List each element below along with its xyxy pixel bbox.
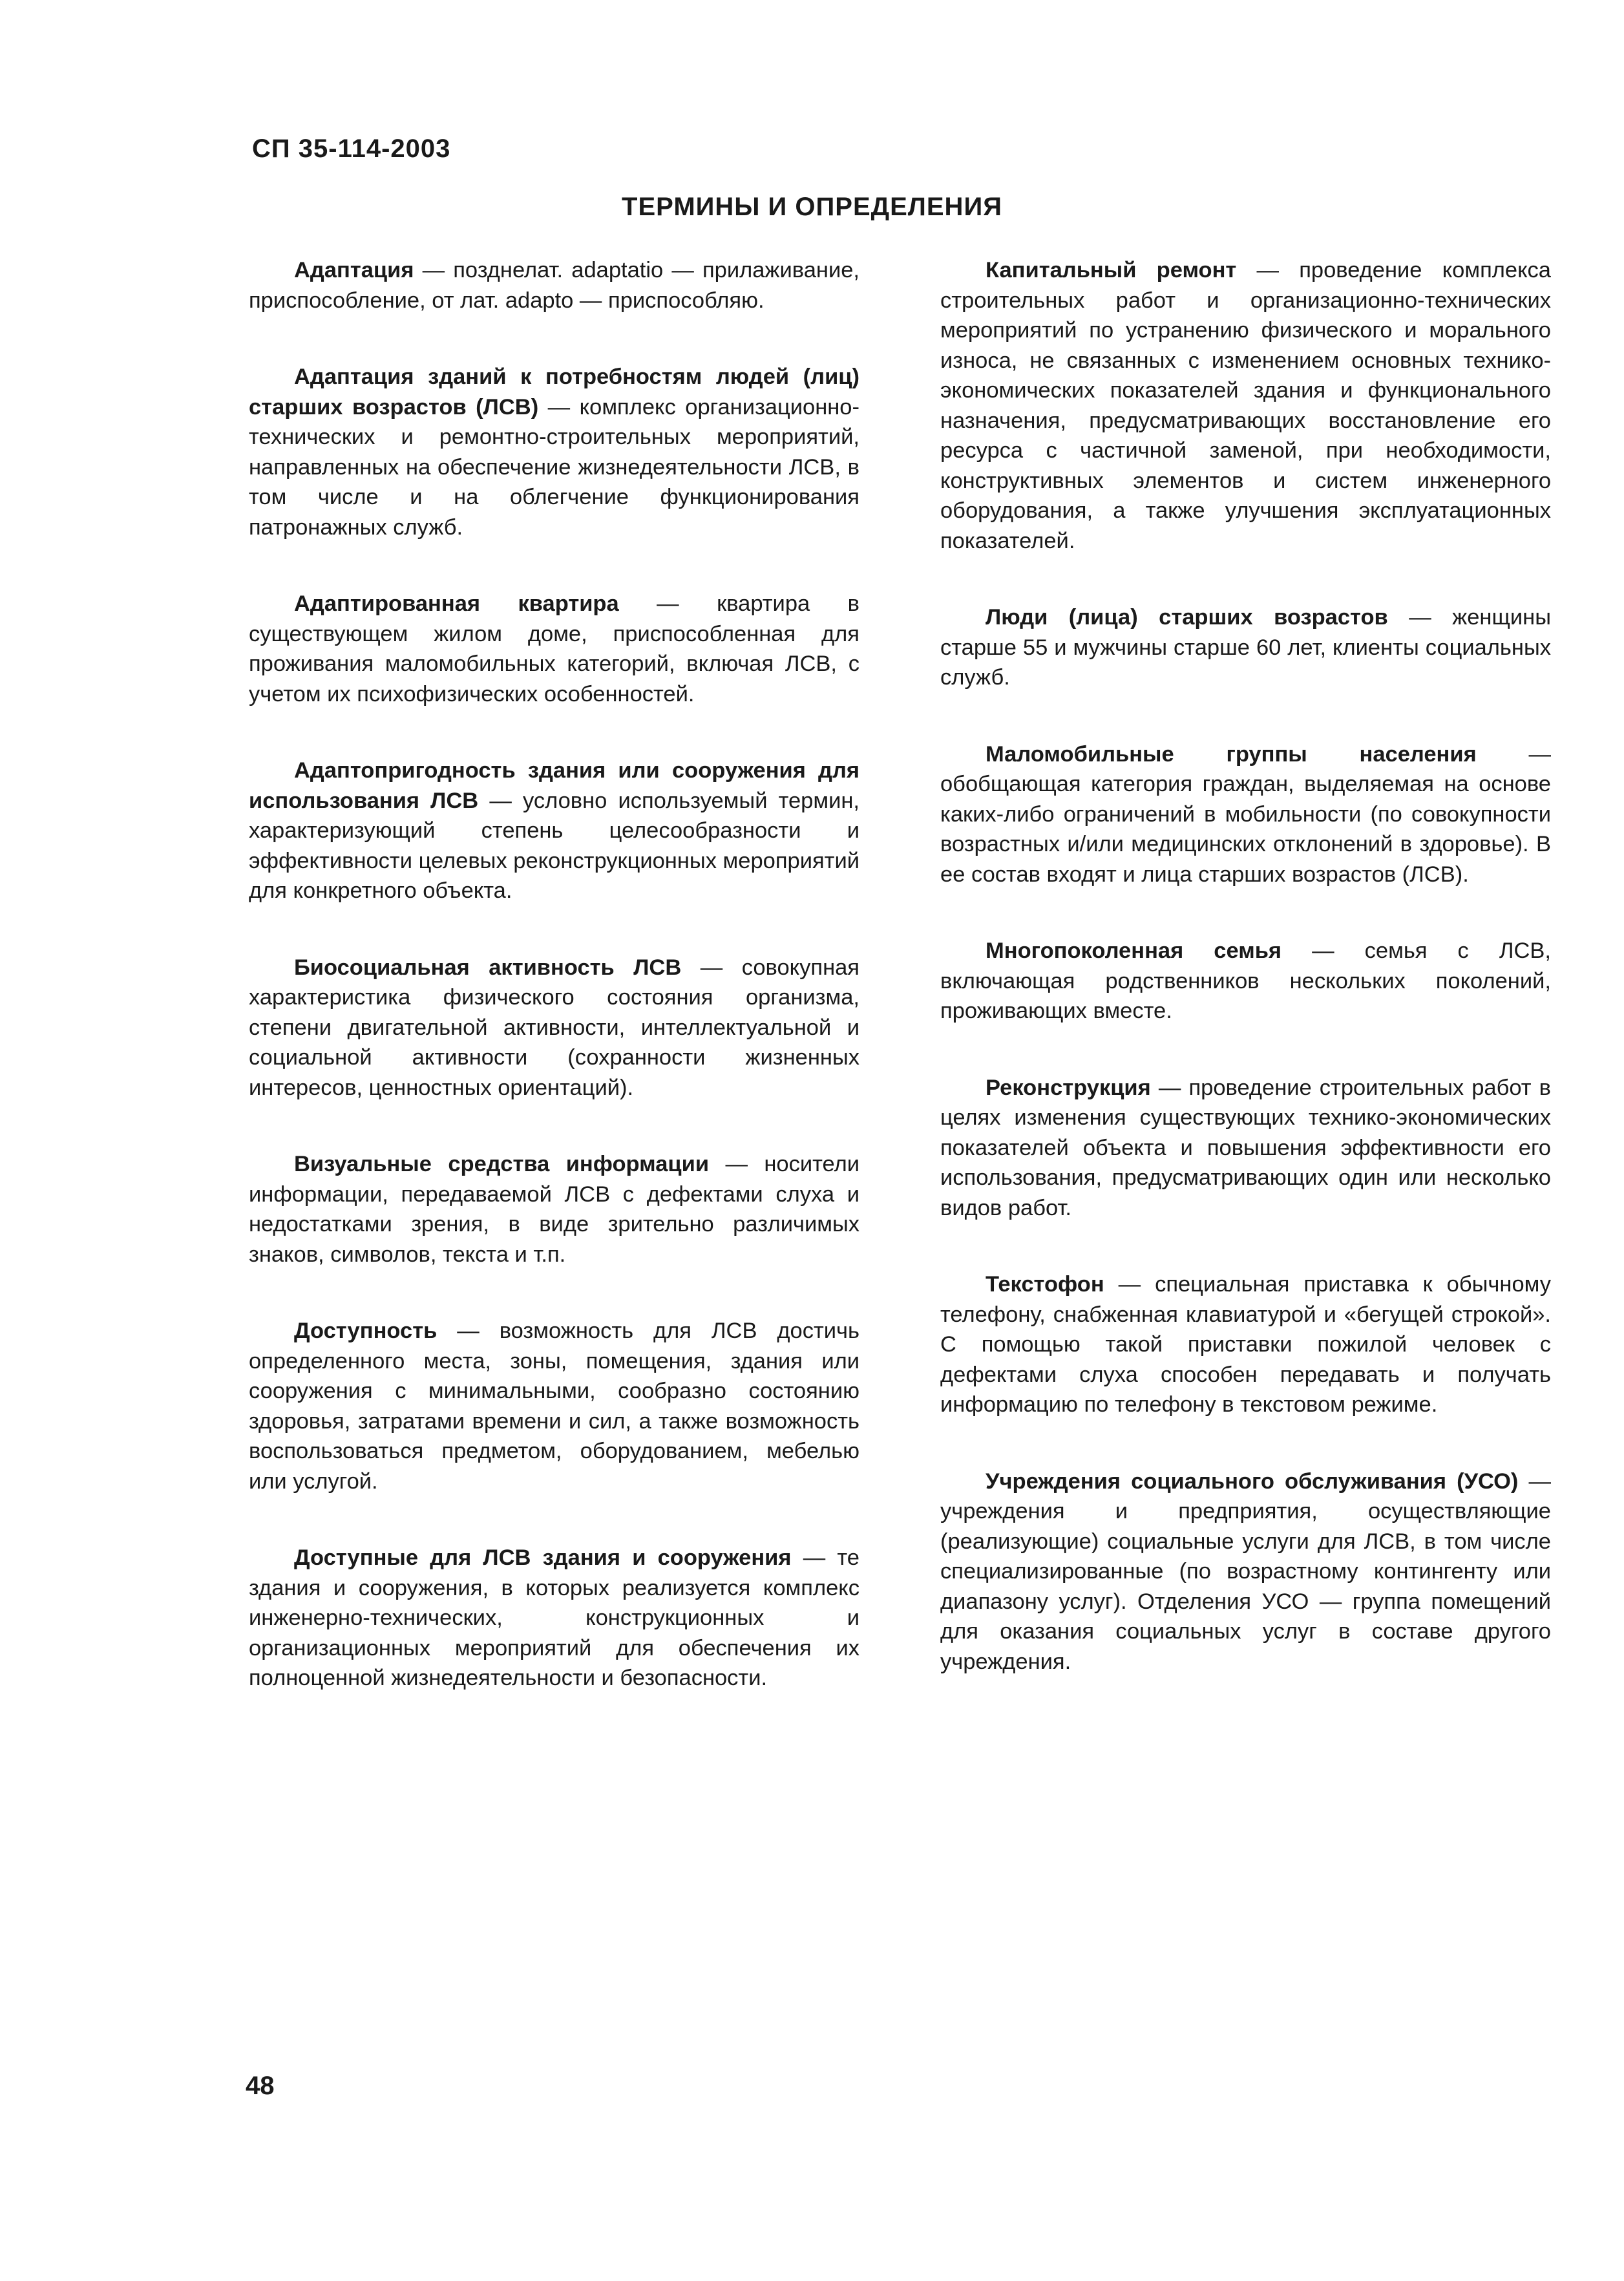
definition-entry [249,953,859,1103]
term: Доступные для ЛСВ здания и сооружения [294,1545,792,1570]
term: Доступность [294,1319,438,1343]
definition: — обобщающая категория граждан, выделяемая на основе каких-либо ограничений в мобильности (по совокупности возрастных и/или медицинских отклонений в здоровье). В ее состав входят и лица старших возрастов (ЛСВ). [940,741,1551,887]
definition-entry [249,1316,859,1496]
definition: — женщины старше 55 и мужчины старше 60 лет, клиенты социальных служб. [940,605,1551,690]
definition: — проведение комплекса строительных работ и организационно-технических мероприятий по устранению физического и морального износа, не связанных с изменением основных технико-экономических показателей здания и функционального назначения, предусматривающих восстановление его ресурса с частичной заменой, при необходимости, конструктивных элементов и систем инженерного оборудования, а также улучшения эксплуатационных показателей. [940,258,1551,553]
definition: — возможность для ЛСВ достичь определенного места, зоны, помещения, здания или сооружения с минимальными, сообразно состоянию здоровья, затратами времени и сил, а также возможность воспользоваться предметом, оборудованием, мебелью или услугой. [249,1319,859,1494]
definition-entry [940,255,1551,556]
term: Текстофон [986,1272,1104,1297]
term: Адаптация [294,258,414,282]
term: Учреждения социального обслуживания (УСО) [986,1469,1519,1494]
definition: — семья с ЛСВ, включающая родственников нескольких поколений, проживающих вместе. [940,939,1551,1023]
term: Капитальный ремонт [986,258,1237,282]
definition-entry [249,589,859,709]
definition-entry [249,255,859,315]
definition: — проведение строительных работ в целях изменения существующих технико-экономических показателей объекта и повышения эффективности его использования, предусматривающих один или несколько видов работ. [940,1075,1551,1220]
definition-entry [249,1149,859,1269]
term: Адаптопригодность здания или сооружения для использования ЛСВ [249,758,859,813]
term: Многопоколенная семья [986,939,1282,963]
definition: — носители информации, передаваемой ЛСВ с дефектами слуха и недостатками зрения, в виде зрительно различимых знаков, символов, текста и т.п. [249,1152,859,1267]
definition-entry [940,1467,1551,1677]
term: Реконструкция [986,1075,1151,1100]
definition-entry [940,739,1551,890]
right-column [940,255,1551,1723]
definition-entry [940,1269,1551,1420]
definition: — квартира в существующем жилом доме, приспособленная для проживания маломобильных категорий, включая ЛСВ, с учетом их психофизических особенностей. [249,591,859,706]
term: Биосоциальная активность ЛСВ [294,955,682,980]
definition-entry [249,362,859,542]
definition-entry [249,756,859,906]
document-code: СП 35-114-2003 [252,134,451,163]
definition: — совокупная характеристика физического состояния организма, степени двигательной активности, интеллектуальной и социальной активности (сохранности жизненных интересов, ценностных ориентаций). [249,955,859,1100]
definition: — комплекс организационно-технических и ремонтно-строительных мероприятий, направленных на обеспечение жизнедеятельности ЛСВ, в том числе и на облегчение функционирования патронажных служб. [249,394,859,540]
definition-entry [940,602,1551,693]
definition: — условно используемый термин, характеризующий степень целесообразности и эффективности целевых реконструкционных мероприятий для конкретного объекта. [249,788,859,903]
definition-entry [249,1543,859,1693]
page-number: 48 [246,2072,275,2100]
term: Маломобильные группы населения [986,741,1477,767]
term: Адаптация зданий к потребностям людей (лиц) старших возрастов (ЛСВ) [249,365,859,419]
left-column [249,255,859,1740]
definition: — позднелат. adaptatio — прилаживание, приспособление, от лат. adapto — приспособляю. [249,258,859,313]
term: Адаптированная квартира [294,591,619,616]
section-title: ТЕРМИНЫ И ОПРЕДЕЛЕНИЯ [622,193,1002,221]
definition: — те здания и сооружения, в которых реализуется комплекс инженерно-технических, конструкционных и организационных мероприятий для обеспечения их полноценной жизнедеятельности и безопасности. [249,1545,859,1690]
definition-entry [940,1073,1551,1224]
definition: — учреждения и предприятия, осуществляющие (реализующие) социальные услуги для ЛСВ, в том числе специализированные (по возрастному контингенту или диапазону услуг). Отделения УСО — группа помещений для оказания социальных услуг в составе другого учреждения. [940,1469,1551,1674]
term: Визуальные средства информации [294,1152,710,1176]
term: Люди (лица) старших возрастов [986,605,1388,630]
definition: — специальная приставка к обычному телефону, снабженная клавиатурой и «бегущей строкой». С помощью такой приставки пожилой человек с дефектами слуха способен передавать и получать информацию по телефону в текстовом режиме. [940,1272,1551,1417]
definition-entry [940,936,1551,1026]
